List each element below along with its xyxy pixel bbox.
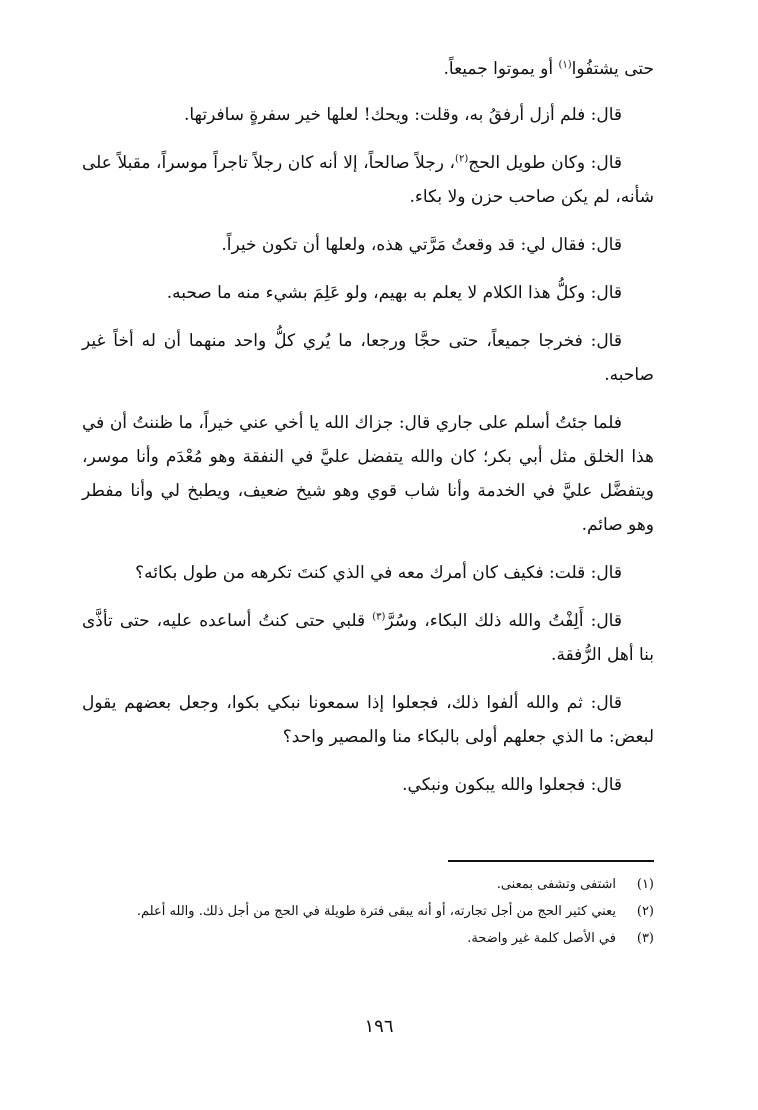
paragraph-3-text: قال: وكان طويل الحج xyxy=(468,153,622,173)
paragraph-8 xyxy=(82,556,654,590)
footnotes xyxy=(104,874,654,955)
paragraph-2-text: قال: فلم أزل أرفقُ به، وقلت: ويحك! لعلها خير سفرةٍ سافرتها. xyxy=(183,105,622,125)
paragraph-9-text: قال: أَلِفْتُ والله ذلك البكاء، وسُرَّ xyxy=(385,611,622,631)
page-number: ١٩٦ xyxy=(364,1016,394,1037)
paragraph-6-text: قال: فخرجا جميعاً، حتى حجَّا ورجعا، ما يُري كلُّ واحد منهما أن له أخاً غير صاحبه. xyxy=(82,331,654,385)
paragraph-6 xyxy=(82,324,654,392)
paragraph-7-text: فلما جئتُ أسلم على جاري قال: جزاك الله يا أخي عني خيراً، ما ظننتُ أن في هذا الخلق مثل أبي بكر؛ كان والله يتفضل عليَّ في النفقة وهو مُعْدَم وأنا موسر، ويتفضَّل عليَّ في الخدمة وأنا شاب قوي وهو شيخ ضعيف، ويطبخ لي وأنا مفطر وهو صائم. xyxy=(82,413,654,535)
footnote-ref-3[interactable]: (٣) xyxy=(372,611,386,623)
footnote-number-3: (٣) xyxy=(636,931,654,946)
paragraph-11 xyxy=(82,768,654,802)
paragraph-4-text: قال: فقال لي: قد وقعتُ مَرَّتي هذه، ولعلها أن تكون خيراً. xyxy=(221,235,622,255)
paragraph-7 xyxy=(82,406,654,542)
footnote-number-1: (١) xyxy=(636,877,654,892)
paragraph-5 xyxy=(82,276,654,310)
paragraph-9 xyxy=(82,604,654,672)
paragraph-8-text: قال: قلت: فكيف كان أمرك معه في الذي كنتَ تكرهه من طول بكائه؟ xyxy=(135,563,622,583)
paragraph-1-text: حتى يشتفُوا xyxy=(571,59,654,79)
paragraph-2 xyxy=(82,98,654,132)
paragraph-5-text: قال: وكلُّ هذا الكلام لا يعلم به بهيم، ولو عَلِمَ بشيء منه ما صحبه. xyxy=(166,283,622,303)
paragraph-11-text: قال: فجعلوا والله يبكون ونبكي. xyxy=(402,775,622,795)
paragraph-1-text-after: أو يموتوا جميعاً. xyxy=(443,59,559,79)
footnote-1 xyxy=(104,874,654,895)
paragraph-3 xyxy=(82,146,654,214)
footnote-ref-1[interactable]: (١) xyxy=(558,59,572,71)
main-text xyxy=(82,52,654,816)
paragraph-4 xyxy=(82,228,654,262)
footnote-divider xyxy=(448,860,654,862)
footnote-text-1: اشتفى وتشفى بمعنى. xyxy=(496,877,616,892)
paragraph-1 xyxy=(82,52,654,86)
paragraph-9-text-after: قلبي حتى كنتُ أساعده عليه، حتى تأذَّى بنا أهل الرُّفقة. xyxy=(82,611,654,665)
footnote-text-3: في الأصل كلمة غير واضحة. xyxy=(467,931,616,946)
footnote-number-2: (٢) xyxy=(636,904,654,919)
footnote-3 xyxy=(104,928,654,949)
paragraph-10-text: قال: ثم والله ألفوا ذلك، فجعلوا إذا سمعونا نبكي بكوا، وجعل بعضهم يقول لبعض: ما الذي جعلهم أولى بالبكاء منا والمصير واحد؟ xyxy=(82,693,654,747)
footnote-2 xyxy=(104,901,654,922)
footnote-ref-2[interactable]: (٢) xyxy=(455,153,469,165)
footnote-text-2: يعني كثير الحج من أجل تجارته، أو أنه يبقى فترة طويلة في الحج من أجل ذلك. والله أعلم. xyxy=(136,904,616,919)
paragraph-10 xyxy=(82,686,654,754)
paragraph-3-text-after: ، رجلاً صالحاً، إلا أنه كان رجلاً تاجراً موسراً، مقبلاً على شأنه، لم يكن صاحب حزن ولا بكاء. xyxy=(82,153,654,207)
